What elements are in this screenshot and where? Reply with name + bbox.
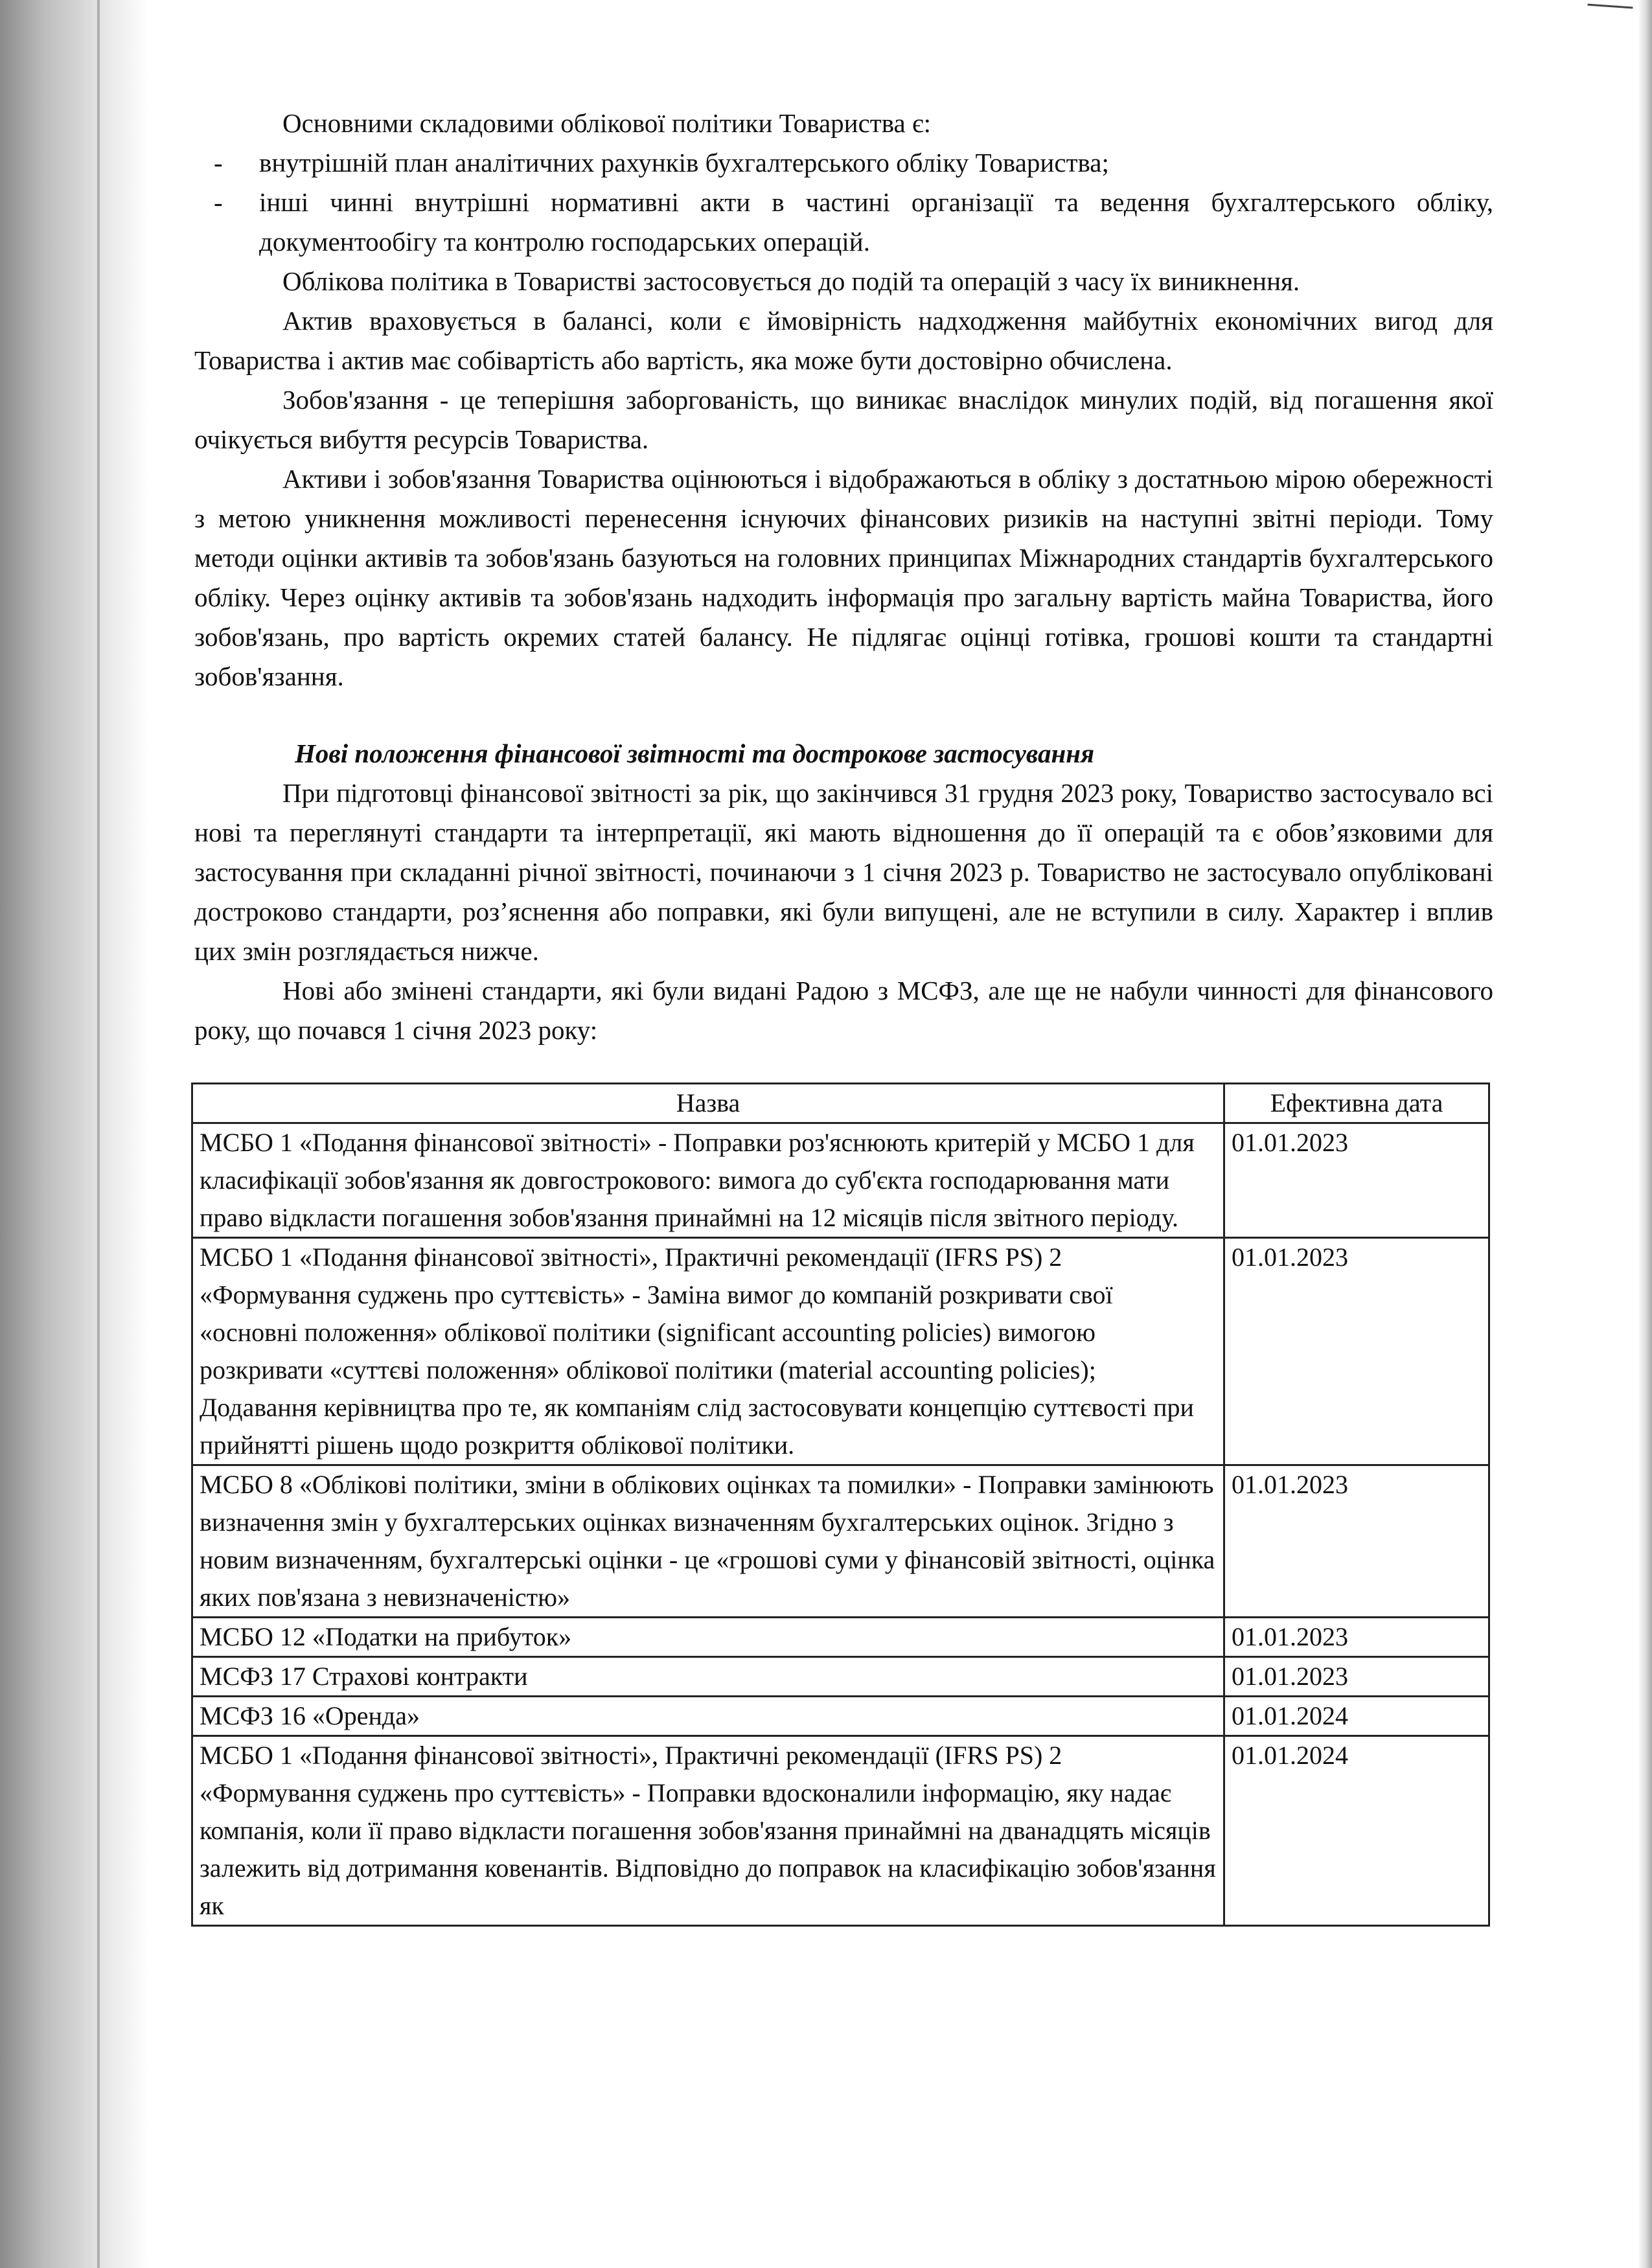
paragraph: При підготовці фінансової звітності за рік, що закінчився 31 грудня 2023 року, Товариство застосувало всі нові та переглянуті стандарти та інтерпретації, які мають відношення до її операцій та є обов’язковими для застосування при складанні річної звітності, починаючи з 1 січня 2023 р. Товариство не застосувало опубліковані достроково стандарти, роз’яснення або поправки, які були випущені, але не вступили в силу. Характер і вплив цих змін розглядається нижче. xyxy=(194,778,1493,966)
standard-name-cell: МСБО 12 «Податки на прибуток» xyxy=(192,1618,1224,1657)
effective-date-cell: 01.01.2024 xyxy=(1224,1697,1489,1736)
table-row xyxy=(192,1618,1489,1657)
effective-date-cell: 01.01.2023 xyxy=(1224,1238,1489,1465)
scan-gutter xyxy=(0,0,149,2268)
standard-name-cell: МСБО 1 «Подання фінансової звітності», Практичні рекомендації (IFRS PS) 2 «Формування суджень про суттєвість» - Заміна вимог до компаній розкривати свої «основні положення» облікової політики (significant accounting policies) вимогою розкривати «суттєві положення» облікової політики (material accounting policies); Додавання керівництва про те, як компаніям слід застосовувати концепцію суттєвості при прийнятті рішень щодо розкриття облікової політики. xyxy=(192,1238,1224,1465)
bullet-dash: - xyxy=(214,187,223,217)
table-row xyxy=(192,1697,1489,1736)
column-header-name: Назва xyxy=(192,1084,1224,1123)
paragraph: Активи і зобов'язання Товариства оцінюються і відображаються в обліку з достатньою мірою обережності з метою уникнення можливості перенесення існуючих фінансових ризиків на наступні звітні періоди. Тому методи оцінки активів та зобов'язань базуються на головних принципах Міжнародних стандартів бухгалтерського обліку. Через оцінку активів та зобов'язань надходить інформація про загальну вартість майна Товариства, його зобов'язань, про вартість окремих статей балансу. Не підлягає оцінці готівка, грошові кошти та стандартні зобов'язання. xyxy=(194,464,1493,691)
standard-name-cell: МСФЗ 16 «Оренда» xyxy=(192,1697,1224,1736)
document-page xyxy=(194,104,1493,1927)
standard-name-cell: МСБО 1 «Подання фінансової звітності», Практичні рекомендації (IFRS PS) 2 «Формування суджень про суттєвість» - Поправки вдосконалили інформацію, яку надає компанія, коли її право відкласти погашення зобов'язання принаймні на дванадцять місяців залежить від дотримання ковенантів. Відповідно до поправок на класифікацію зобов'язання як xyxy=(192,1736,1224,1926)
effective-date-cell: 01.01.2023 xyxy=(1224,1123,1489,1238)
table-row xyxy=(192,1736,1489,1926)
table-row xyxy=(192,1123,1489,1238)
effective-date-cell: 01.01.2023 xyxy=(1224,1618,1489,1657)
bullet-text: внутрішній план аналітичних рахунків бухгалтерського обліку Товариства; xyxy=(259,148,1109,178)
paragraph: Зобов'язання - це теперішня заборгованість, що виникає внаслідок минулих подій, від погашення якої очікується вибуття ресурсів Товариства. xyxy=(194,385,1493,454)
table-header-row xyxy=(192,1084,1489,1123)
standards-table xyxy=(191,1082,1490,1927)
paragraph: Актив враховується в балансі, коли є ймовірність надходження майбутніх економічних вигод для Товариства і актив має собівартість або вартість, яка може бути достовірно обчислена. xyxy=(194,306,1493,375)
paragraph: Нові або змінені стандарти, які були видані Радою з МСФЗ, але ще не набули чинності для фінансового року, що почався 1 січня 2023 року: xyxy=(194,976,1493,1045)
column-header-date: Ефективна дата xyxy=(1224,1084,1489,1123)
table-row xyxy=(192,1657,1489,1697)
section-heading: Нові положення фінансової звітності та дострокове застосування xyxy=(295,739,1095,768)
intro-paragraph: Основними складовими облікової політики Товариства є: xyxy=(282,108,931,138)
effective-date-cell: 01.01.2024 xyxy=(1224,1736,1489,1926)
standard-name-cell: МСБО 1 «Подання фінансової звітності» - Поправки роз'яснюють критерій у МСБО 1 для класифікації зобов'язання як довгострокового: вимога до суб'єкта господарювання мати право відкласти погашення зобов'язання принаймні на 12 місяців після звітного періоду. xyxy=(192,1123,1224,1238)
scan-gutter-line xyxy=(97,0,100,2268)
table-row xyxy=(192,1465,1489,1618)
bullet-text: інші чинні внутрішні нормативні акти в частині організації та ведення бухгалтерського обліку, документообігу та контролю господарських операцій. xyxy=(259,187,1493,257)
scan-right-edge xyxy=(1638,0,1652,2268)
scan-corner-mark xyxy=(1587,4,1633,18)
paragraph: Облікова політика в Товаристві застосовується до подій та операцій з часу їх виникнення. xyxy=(282,266,1300,296)
standard-name-cell: МСБО 8 «Облікові політики, зміни в облікових оцінках та помилки» - Поправки замінюють визначення змін у бухгалтерських оцінках визначенням бухгалтерських оцінок. Згідно з новим визначенням, бухгалтерські оцінки - це «грошові суми у фінансовій звітності, оцінка яких пов'язана з невизначеністю» xyxy=(192,1465,1224,1618)
bullet-item xyxy=(194,143,1493,183)
bullet-item xyxy=(194,183,1493,262)
standard-name-cell: МСФЗ 17 Страхові контракти xyxy=(192,1657,1224,1697)
table-row xyxy=(192,1238,1489,1465)
effective-date-cell: 01.01.2023 xyxy=(1224,1465,1489,1618)
effective-date-cell: 01.01.2023 xyxy=(1224,1657,1489,1697)
bullet-dash: - xyxy=(214,148,223,178)
